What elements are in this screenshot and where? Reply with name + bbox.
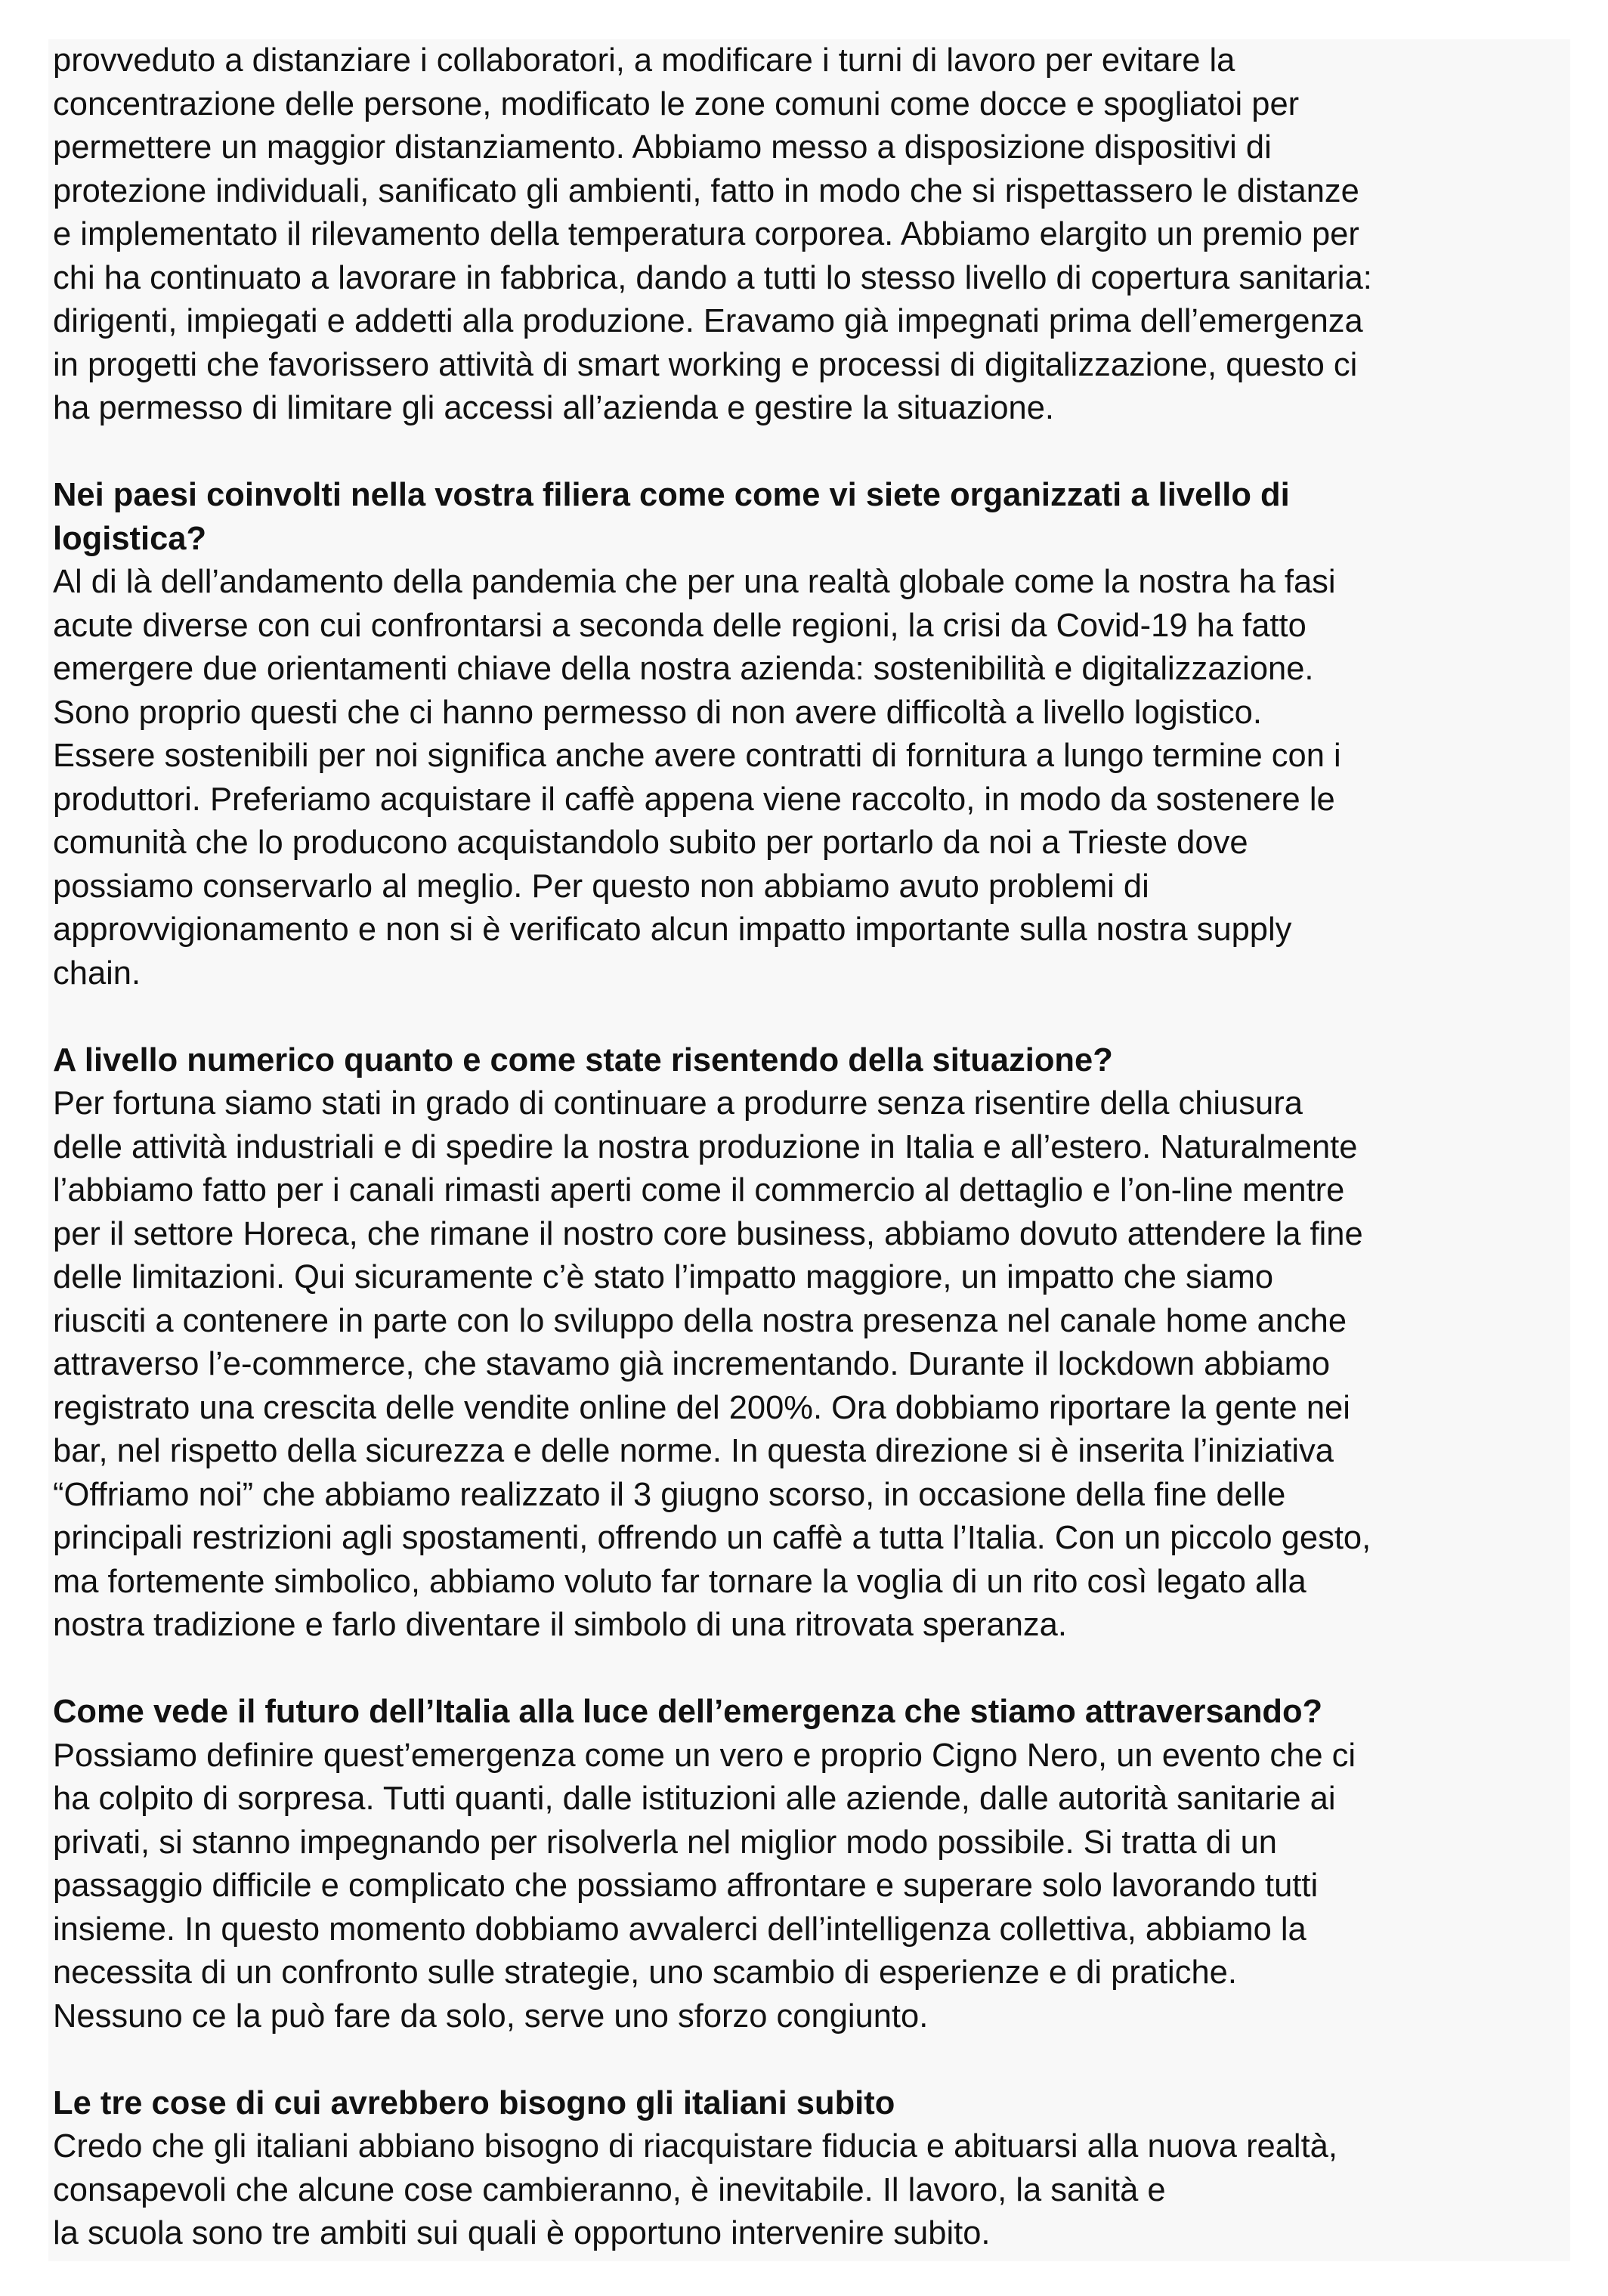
body-line: concentrazione delle persone, modificato le zone comuni come docce e spogliatoi per — [53, 85, 1300, 122]
body-line: nostra tradizione e farlo diventare il simbolo di una ritrovata speranza. — [53, 1607, 1067, 1643]
section-tre-cose — [53, 2082, 1567, 2256]
body-line: comunità che lo producono acquistandolo subito per portarlo da noi a Trieste dove — [53, 825, 1248, 861]
body-line: provveduto a distanziare i collaboratori, a modificare i turni di lavoro per evitare la — [53, 42, 1235, 79]
body-line: acute diverse con cui confrontarsi a seconda delle regioni, la crisi da Covid-19 ha fatto — [53, 607, 1306, 644]
body-line: passaggio difficile e complicato che possiamo affrontare e superare solo lavorando tutti — [53, 1867, 1319, 1904]
body-line: Al di là dell’andamento della pandemia che per una realtà globale come la nostra ha fasi — [53, 564, 1336, 600]
body-line: in progetti che favorissero attività di smart working e processi di digitalizzazione, questo ci — [53, 346, 1358, 383]
body-line: produttori. Preferiamo acquistare il caffè appena viene raccolto, in modo da sostenere le — [53, 781, 1335, 818]
body-line: Possiamo definire quest’emergenza come un vero e proprio Cigno Nero, un evento che ci — [53, 1737, 1356, 1774]
question-heading-line: Come vede il futuro dell’Italia alla luce dell’emergenza che stiamo attraversando? — [53, 1694, 1323, 1730]
body-line: delle attività industriali e di spedire la nostra produzione in Italia e all’estero. Naturalmente — [53, 1128, 1358, 1165]
body-line: chain. — [53, 955, 141, 992]
body-line: Nessuno ce la può fare da solo, serve uno sforzo congiunto. — [53, 1997, 929, 2035]
body-line: per il settore Horeca, che rimane il nostro core business, abbiamo dovuto attendere la fine — [53, 1215, 1363, 1252]
body-line: delle limitazioni. Qui sicuramente c’è stato l’impatto maggiore, un impatto che siamo — [53, 1259, 1274, 1295]
question-heading-line: logistica? — [53, 520, 207, 557]
section-numeri — [53, 1039, 1567, 1648]
question-heading-line: A livello numerico quanto e come state risentendo della situazione? — [53, 1041, 1113, 1078]
body-line: approvvigionamento e non si è verificato alcun impatto importante sulla nostra supply — [53, 911, 1292, 948]
body-line: insieme. In questo momento dobbiamo avvalerci dell’intelligenza collettiva, abbiamo la — [53, 1911, 1306, 1948]
body-line: necessita di un confronto sulle strategie, uno scambio di esperienze e di pratiche. — [53, 1954, 1237, 1991]
body-line: permettere un maggior distanziamento. Abbiamo messo a disposizione dispositivi di — [53, 129, 1272, 166]
body-line: bar, nel rispetto della sicurezza e delle norme. In questa direzione si è inserita l’iniziativa — [53, 1433, 1334, 1469]
body-line: registrato una crescita delle vendite online del 200%. Ora dobbiamo riportare la gente nei — [53, 1389, 1350, 1426]
body-line: riusciti a contenere in parte con lo sviluppo della nostra presenza nel canale home anche — [53, 1302, 1347, 1339]
body-line: l’abbiamo fatto per i canali rimasti aperti come il commercio al dettaglio e l’on-line mentre — [53, 1172, 1345, 1208]
document-page — [48, 39, 1570, 2261]
body-line: chi ha continuato a lavorare in fabbrica, dando a tutti lo stesso livello di copertura sanitaria: — [53, 259, 1372, 296]
section-futuro — [53, 1691, 1567, 2038]
body-line: Per fortuna siamo stati in grado di continuare a produrre senza risentire della chiusura — [53, 1085, 1303, 1122]
body-line: protezione individuali, sanificato gli ambienti, fatto in modo che si rispettassero le distanze — [53, 172, 1359, 209]
body-line: privati, si stanno impegnando per risolverla nel miglior modo possibile. Si tratta di un — [53, 1824, 1277, 1861]
body-line: emergere due orientamenti chiave della nostra azienda: sostenibilità e digitalizzazione. — [53, 651, 1314, 687]
body-line: dirigenti, impiegati e addetti alla produzione. Eravamo già impegnati prima dell’emergenza — [53, 303, 1363, 339]
body-line: consapevoli che alcune cose cambieranno, è inevitabile. Il lavoro, la sanità e — [53, 2171, 1166, 2208]
body-line: la scuola sono tre ambiti sui quali è opportuno intervenire subito. — [53, 2215, 991, 2251]
article-body — [53, 39, 1567, 2256]
body-line: ha permesso di limitare gli accessi all’azienda e gestire la situazione. — [53, 390, 1054, 426]
section-intro — [53, 39, 1567, 431]
body-line: Essere sostenibili per noi significa anche avere contratti di fornitura a lungo termine con i — [53, 738, 1341, 774]
question-heading-line: Nei paesi coinvolti nella vostra filiera come come vi siete organizzati a livello di — [53, 477, 1290, 513]
body-line: ma fortemente simbolico, abbiamo voluto far tornare la voglia di un rito così legato alla — [53, 1563, 1306, 1600]
body-line: e implementato il rilevamento della temperatura corporea. Abbiamo elargito un premio per — [53, 216, 1359, 252]
section-logistica — [53, 474, 1567, 995]
question-heading-line: Le tre cose di cui avrebbero bisogno gli italiani subito — [53, 2084, 895, 2121]
body-line: Credo che gli italiani abbiano bisogno di riacquistare fiducia e abituarsi alla nuova realtà, — [53, 2128, 1337, 2164]
body-line: Sono proprio questi che ci hanno permesso di non avere difficoltà a livello logistico. — [53, 694, 1262, 731]
body-line: principali restrizioni agli spostamenti, offrendo un caffè a tutta l’Italia. Con un piccolo gesto, — [53, 1520, 1371, 1556]
body-line: possiamo conservarlo al meglio. Per questo non abbiamo avuto problemi di — [53, 868, 1149, 905]
body-line: “Offriamo noi” che abbiamo realizzato il 3 giugno scorso, in occasione della fine delle — [53, 1476, 1286, 1513]
body-line: ha colpito di sorpresa. Tutti quanti, dalle istituzioni alle aziende, dalle autorità sanitarie ai — [53, 1781, 1336, 1817]
body-line: attraverso l’e-commerce, che stavamo già incrementando. Durante il lockdown abbiamo — [53, 1346, 1331, 1382]
